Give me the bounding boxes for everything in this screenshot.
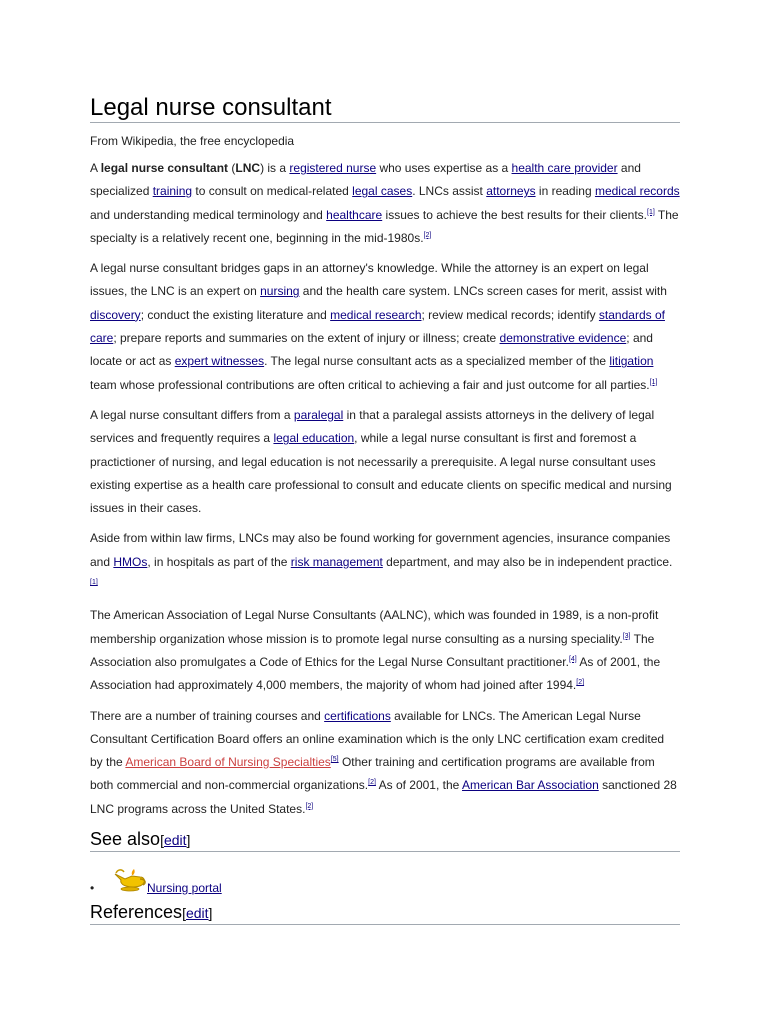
edit-section-see-also <box>160 832 190 848</box>
text: Aside from within law firms, LNCs may also be found working for government agencies, insurance companies and <box>90 531 671 569</box>
text: The American Association of Legal Nurse Consultants (AALNC), which was founded in 1989, is a non-profit membership organization whose mission is to promote legal nurse consulting as a nursing speciality. <box>90 608 659 646</box>
article-content <box>90 94 680 925</box>
paragraph-intro <box>90 157 680 250</box>
link-health-care-provider[interactable]: health care provider <box>511 161 618 175</box>
link-medical-research[interactable]: medical research <box>330 307 422 322</box>
edit-link[interactable]: edit <box>163 832 187 849</box>
text: A <box>90 161 101 175</box>
link-standards-of-care[interactable]: standards of care <box>90 307 665 346</box>
reference-link[interactable]: [2] <box>305 802 314 810</box>
link-legal-education[interactable]: legal education <box>273 431 355 446</box>
text: There are a number of training courses and <box>90 708 325 723</box>
text: The Association also promulgates a Code of Ethics for the Legal Nurse Consultant practitioner. <box>90 631 655 669</box>
link-american-bar-association[interactable]: American Bar Association <box>462 778 599 793</box>
paragraph-certification <box>90 705 680 821</box>
link-hmos[interactable]: HMOs <box>113 554 148 569</box>
section-heading-see-also <box>90 827 680 852</box>
text: ; conduct the existing literature and <box>140 307 331 322</box>
reference-link[interactable]: [3] <box>622 632 631 640</box>
reference-link[interactable]: [1] <box>647 208 655 216</box>
reference-link[interactable]: [4] <box>568 655 577 663</box>
text: and the health care system. LNCs screen cases for merit, assist with <box>299 284 667 299</box>
link-nursing[interactable]: nursing <box>260 284 300 299</box>
bracket: ] <box>208 905 213 922</box>
link-discovery[interactable]: discovery <box>90 307 141 322</box>
link-demonstrative-evidence[interactable]: demonstrative evidence <box>499 331 627 346</box>
link-registered-nurse[interactable]: registered nurse <box>289 161 377 175</box>
text: team whose professional contributions are often critical to achieving a fair and just outcome for all parties. <box>90 377 650 392</box>
link-healthcare[interactable]: healthcare <box>326 207 383 222</box>
list-item <box>90 867 390 897</box>
see-also-list <box>90 852 680 900</box>
text: who uses expertise as a <box>376 161 512 175</box>
bullet: • <box>90 881 95 896</box>
edit-section-references <box>182 905 212 921</box>
link-certifications[interactable]: certifications <box>324 708 391 723</box>
paragraph-role <box>90 257 680 397</box>
link-legal-cases[interactable]: legal cases <box>352 184 413 199</box>
text: ( <box>228 161 236 175</box>
text: . The legal nurse consultant acts as a specialized member of the <box>264 354 610 369</box>
text: sanctioned 28 LNC programs across the United States. <box>90 778 677 816</box>
bold-abbr: LNC <box>235 161 261 175</box>
text: The specialty is a relatively recent one, beginning in the mid-1980s. <box>90 207 679 245</box>
link-paralegal[interactable]: paralegal <box>293 407 344 422</box>
reference-link[interactable]: [1] <box>649 378 658 386</box>
text: ; prepare reports and summaries on the extent of injury or illness; create <box>113 331 500 346</box>
text: A legal nurse consultant bridges gaps in an attorney's knowledge. While the attorney is an expert on legal issues, the LNC is an expert on <box>90 261 649 299</box>
link-attorneys[interactable]: attorneys <box>486 184 536 199</box>
section-heading-references <box>90 900 680 925</box>
text: and understanding medical terminology and <box>90 207 327 222</box>
bracket: ] <box>186 832 191 849</box>
reference-link[interactable]: [5] <box>330 756 339 764</box>
link-training[interactable]: training <box>152 184 193 199</box>
reference-link[interactable]: [2] <box>368 779 376 787</box>
bracket: [ <box>182 905 186 922</box>
tagline: From Wikipedia, the free encyclopedia <box>90 134 295 148</box>
reference-link[interactable]: [1] <box>90 579 98 587</box>
text: Other training and certification programs are available from both commercial and non-commercial organizations. <box>90 755 655 793</box>
page-title: Legal nurse consultant <box>90 94 680 123</box>
heading-text: See also <box>90 829 161 850</box>
text: in reading <box>535 184 595 199</box>
text: , while a legal nurse consultant is first and foremost a practictioner of nursing, and legal education is not necessarily a prerequisite. A legal nurse consultant uses existing expertise as a health care professional to consult and educate clients on specific medical and nursing issues in their cases. <box>90 431 672 516</box>
text: and specialized <box>90 161 641 199</box>
text: As of 2001, the Association had approximately 4,000 members, the majority of whom had joined after 1994. <box>90 654 661 693</box>
text: to consult on medical-related <box>192 184 353 199</box>
heading-text: References <box>90 902 183 923</box>
text: ) is a <box>260 161 290 175</box>
text: ; and locate or act as <box>90 331 653 369</box>
text: , in hospitals as part of the <box>147 554 291 569</box>
bracket: [ <box>160 832 164 849</box>
link-american-board-of-nursing-specialties[interactable]: American Board of Nursing Specialties <box>125 755 331 770</box>
edit-link[interactable]: edit <box>185 905 209 922</box>
text: issues to achieve the best results for their clients. <box>382 207 647 222</box>
paragraph-workplaces <box>90 527 680 597</box>
reference-link[interactable]: [2] <box>423 231 432 239</box>
text: A legal nurse consultant differs from a <box>90 407 294 422</box>
link-litigation[interactable]: litigation <box>609 354 654 369</box>
text: available for LNCs. The American Legal Nurse Consultant Certification Board offers an online examination which is the only LNC certification exam credited by the <box>90 708 665 770</box>
oil-lamp-icon <box>112 867 148 893</box>
text: As of 2001, the <box>375 778 463 793</box>
bold-term: legal nurse consultant <box>100 161 229 175</box>
paragraph-paralegal <box>90 404 680 520</box>
link-expert-witnesses[interactable]: expert witnesses <box>174 354 265 369</box>
reference-link[interactable]: [2] <box>576 679 585 687</box>
link-nursing-portal[interactable]: Nursing portal <box>147 881 222 896</box>
text: ; review medical records; identify <box>421 307 599 322</box>
text: in that a paralegal assists attorneys in the delivery of legal services and frequently requires a <box>90 407 655 446</box>
paragraph-aalnc <box>90 604 680 697</box>
text: department, and may also be in independent practice. <box>382 554 673 569</box>
text: . LNCs assist <box>412 184 487 199</box>
link-risk-management[interactable]: risk management <box>290 554 383 569</box>
link-medical-records[interactable]: medical records <box>594 184 680 199</box>
